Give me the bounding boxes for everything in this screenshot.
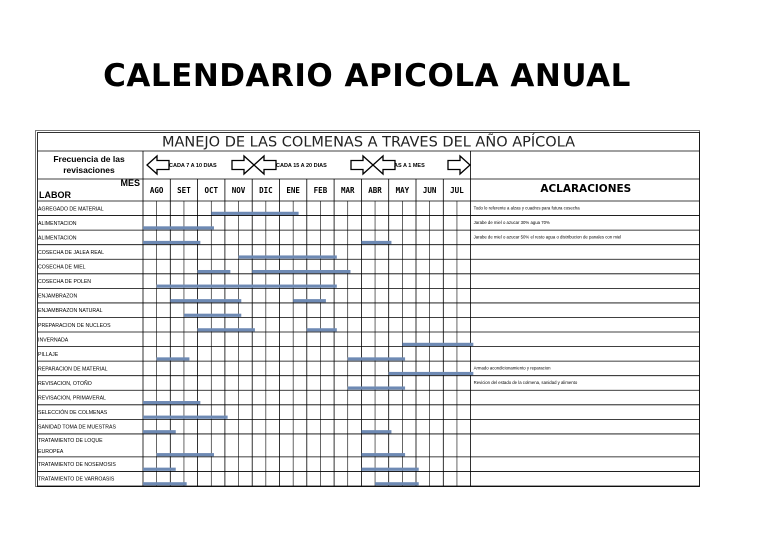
month-header: MAR — [340, 186, 355, 195]
note-text: Revicion del estado de la colmena, sanidad y alimento — [473, 379, 578, 385]
activity-bar — [143, 401, 200, 404]
activity-bar — [198, 328, 255, 331]
arrow-right-icon — [351, 156, 373, 174]
labor-label-text: ALIMENTACION — [38, 220, 77, 227]
activity-bar — [157, 453, 214, 456]
activity-bar — [239, 255, 337, 258]
month-header: JUL — [450, 186, 464, 195]
labor-label-text: ENJAMBRAZON — [38, 293, 78, 300]
activity-bar — [157, 285, 337, 288]
month-header: NOV — [231, 186, 246, 195]
labor-label-text: COSECHA DE JALEA REAL — [38, 249, 105, 256]
calendar-grid — [36, 131, 701, 488]
month-header: MAY — [395, 186, 410, 195]
activity-bar — [348, 357, 405, 360]
month-header: OCT — [204, 186, 219, 195]
aclaraciones-header: ACLARACIONES — [540, 183, 632, 195]
arrow-right-icon — [448, 156, 470, 174]
activity-bar — [375, 482, 419, 485]
arrow-left-icon — [254, 156, 276, 174]
labor-label-text: COSECHA DE POLEN — [38, 279, 92, 286]
month-header: DIC — [259, 186, 273, 195]
labor-label-text: TRATAMIENTO DE LOQUE — [38, 437, 103, 444]
page-title: CALENDARIO APICOLA ANUAL — [103, 58, 631, 94]
activity-bar — [170, 299, 241, 302]
arrow-left-icon — [373, 156, 395, 174]
activity-bar — [293, 299, 326, 302]
activity-bar — [361, 430, 391, 433]
month-header: SET — [177, 186, 191, 195]
labor-label-text: TRATAMIENTO DE VARROASIS — [38, 476, 115, 483]
labor-label-text: SELECCIÓN DE COLMENAS — [38, 410, 108, 417]
activity-bar — [348, 386, 405, 389]
frequency-label: revisaciones — [63, 165, 115, 175]
activity-bar — [307, 328, 337, 331]
month-header: FEB — [313, 186, 328, 195]
labor-label-text: TRATAMIENTO DE NOSEMOSIS — [38, 462, 116, 469]
activity-bar — [198, 270, 231, 273]
activity-bar — [361, 241, 391, 244]
labor-label-text: AGREGADO DE MATERIAL — [38, 206, 104, 213]
arrow-left-icon — [147, 156, 169, 174]
frequency-period: CADA 7 A 10 DIAS — [169, 163, 217, 169]
labor-label-text: ALIMENTACION — [38, 235, 77, 242]
month-header: AGO — [149, 186, 164, 195]
activity-bar — [211, 212, 298, 215]
note-text: Jarabe de miel o azucar 50% el resto agua o distribucion de panales con miel — [473, 234, 622, 240]
activity-bar — [361, 453, 405, 456]
arrow-right-icon — [232, 156, 254, 174]
labor-label-text: EUROPEA — [38, 448, 64, 455]
note-text: Armado acondicionamiento y reparacion — [473, 365, 551, 371]
labor-label-text: REVISACION, PRIMAVERAL — [38, 395, 106, 402]
activity-bar — [143, 482, 187, 485]
activity-bar — [143, 430, 176, 433]
activity-bar — [143, 241, 200, 244]
activity-bar — [143, 416, 228, 419]
activity-bar — [252, 270, 350, 273]
labor-label: LABOR — [39, 190, 71, 200]
activity-bar — [157, 357, 190, 360]
mes-label: MES — [120, 178, 140, 188]
activity-bar — [361, 468, 418, 471]
activity-bar — [389, 372, 474, 375]
labor-label-text: SANIDAD TOMA DE MUESTRAS — [38, 424, 116, 431]
month-header: ENE — [286, 186, 300, 195]
labor-label-text: INVERNADA — [38, 337, 69, 344]
frequency-label: Frecuencia de las — [53, 154, 125, 164]
activity-bar — [402, 343, 473, 346]
note-text: Jarabe de miel o azucar 30% agua 70% — [473, 219, 550, 225]
labor-label-text: PILLAJE — [38, 351, 59, 358]
activity-bar — [143, 468, 176, 471]
labor-label-text: COSECHA DE MIEL — [38, 264, 86, 271]
frequency-period: AS A 1 MES — [394, 163, 425, 169]
month-header: ABR — [368, 186, 382, 195]
month-header: JUN — [422, 186, 437, 195]
note-text: Todo lo referente a alzas y cuadros para futura cosecha — [473, 205, 580, 211]
frequency-period: CADA 15 A 20 DIAS — [276, 163, 327, 169]
activity-bar — [143, 226, 214, 229]
table-title: MANEJO DE LAS COLMENAS A TRAVES DEL AÑO APÍCOLA — [161, 134, 576, 151]
labor-label-text: REVISACION, OTOÑO — [38, 380, 92, 387]
labor-label-text: REPARACION DE MATERIAL — [38, 366, 108, 373]
activity-bar — [184, 314, 241, 317]
labor-label-text: ENJAMBRAZON NATURAL — [38, 308, 103, 315]
labor-label-text: PREPARACION DE NUCLEOS — [38, 322, 111, 329]
calendar-table — [35, 130, 700, 487]
